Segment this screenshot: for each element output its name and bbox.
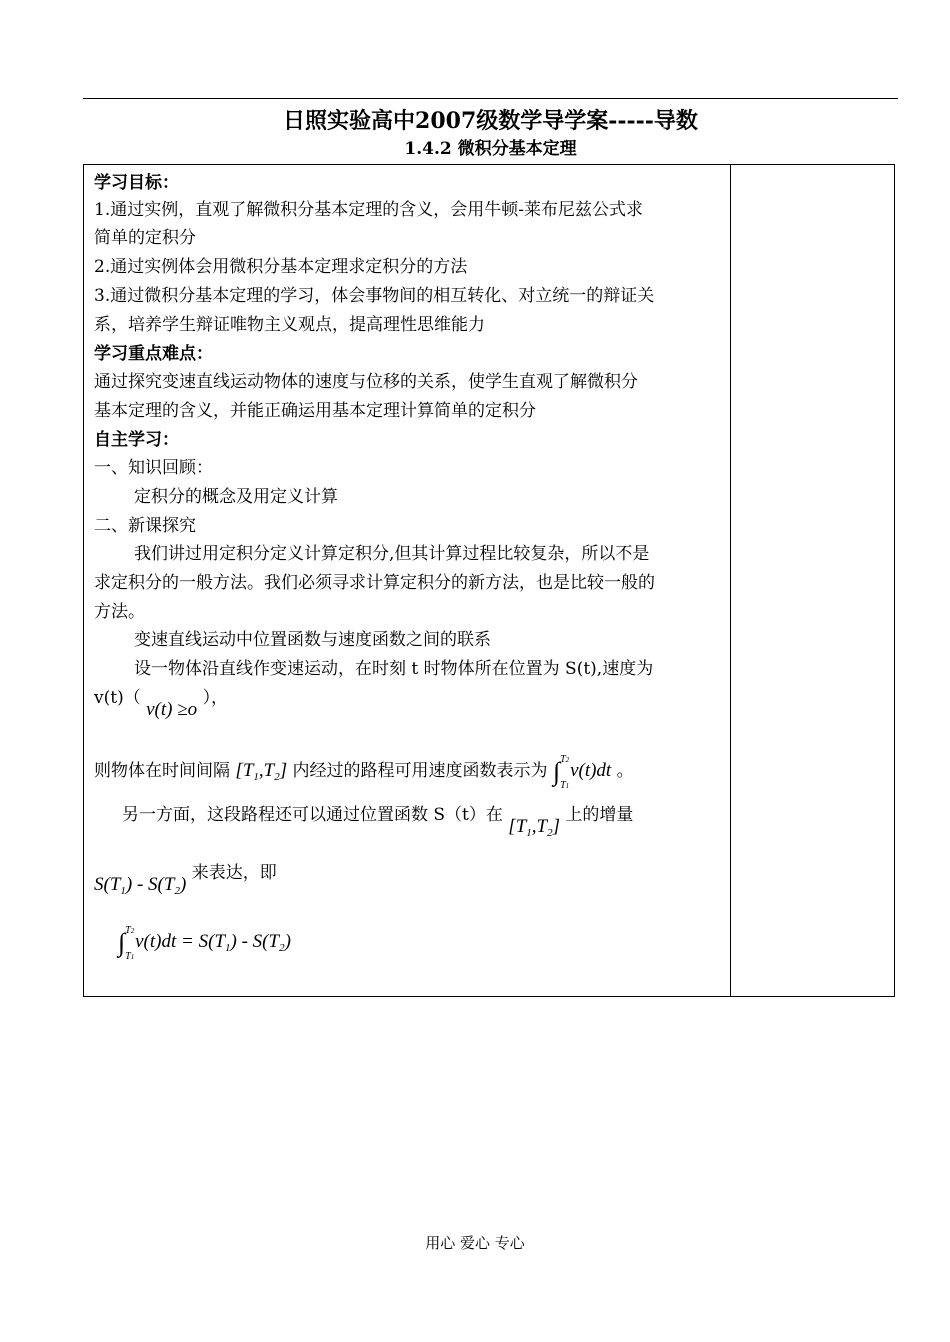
para1-line-a: 我们讲过用定积分定义计算定积分,但其计算过程比较复杂，所以不是 <box>134 544 650 564</box>
review-heading: 一、知识回顾： <box>94 458 213 478</box>
para5-suffix: 上的增量 <box>565 805 634 825</box>
key-points-heading: 学习重点难点： <box>94 344 213 364</box>
velocity-condition: v(t) ≥o <box>146 699 198 720</box>
para4-prefix: 则物体在时间间隔 <box>94 761 230 781</box>
goal-1-line-b: 简单的定积分 <box>94 228 196 248</box>
new-lesson-heading: 二、新课探究 <box>94 516 196 536</box>
para4-middle: 内经过的路程可用速度函数表示为 <box>292 761 548 781</box>
para2: 变速直线运动中位置函数与速度函数之间的联系 <box>134 630 491 650</box>
goal-1-line-a: 1.通过实例，直观了解微积分基本定理的含义，会用牛顿-莱布尼兹公式求 <box>94 200 643 220</box>
para6 <box>94 861 277 897</box>
review-item: 定积分的概念及用定义计算 <box>134 487 338 507</box>
para5-prefix: 另一方面，这段路程还可以通过位置函数 S（t）在 <box>122 805 503 825</box>
goals-heading: 学习目标： <box>94 173 179 193</box>
position-increment: $S(T_1) - S(T_2)$ <box>94 874 187 897</box>
newton-leibniz-formula: ∫ T2 T1 $v(t)dt = S(T_1) - S(T_2)$ <box>118 925 291 962</box>
para4-suffix: 。 <box>616 761 634 781</box>
notes-column-divider <box>730 165 731 996</box>
goal-3-line-b: 系，培养学生辩证唯物主义观点，提高理性思维能力 <box>94 315 485 335</box>
para1-line-c: 方法。 <box>94 602 145 622</box>
key-points-line-b: 基本定理的含义，并能正确运用基本定理计算简单的定积分 <box>94 401 536 421</box>
para3-line-b <box>94 686 229 720</box>
interval-T1-T2: $[T_1,T_2]$ <box>235 760 288 783</box>
self-study-heading: 自主学习： <box>94 430 179 450</box>
document-title: 日照实验高中2007级数学导学案-----导数 <box>283 108 698 134</box>
goal-2: 2.通过实例体会用微积分基本定理求定积分的方法 <box>94 257 468 277</box>
goal-3-line-a: 3.通过微积分基本定理的学习，体会事物间的相互转化、对立统一的辩证关 <box>94 286 655 306</box>
para1-line-b: 求定积分的一般方法。我们必须寻求计算定积分的新方法，也是比较一般的 <box>94 573 655 593</box>
top-rule <box>83 98 898 99</box>
para3-line-a: 设一物体沿直线作变速运动，在时刻 t 时物体所在位置为 S(t),速度为 <box>134 659 654 679</box>
page-footer: 用心 爱心 专心 <box>425 1234 525 1252</box>
para3-suffix: ）， <box>202 688 229 708</box>
para5 <box>122 803 634 839</box>
key-points-line-a: 通过探究变速直线运动物体的速度与位移的关系，使学生直观了解微积分 <box>94 372 638 392</box>
content-table <box>83 164 895 997</box>
para4 <box>94 754 634 789</box>
interval-T1-T2-b: $[T_1,T_2]$ <box>508 816 561 839</box>
document-subtitle: 1.4.2 微积分基本定理 <box>404 139 577 159</box>
para6-suffix: 来表达，即 <box>191 863 277 883</box>
integral-expression: ∫ T2 T1 v(t)dt <box>552 754 612 791</box>
para3-prefix: v(t)（ <box>94 688 141 708</box>
